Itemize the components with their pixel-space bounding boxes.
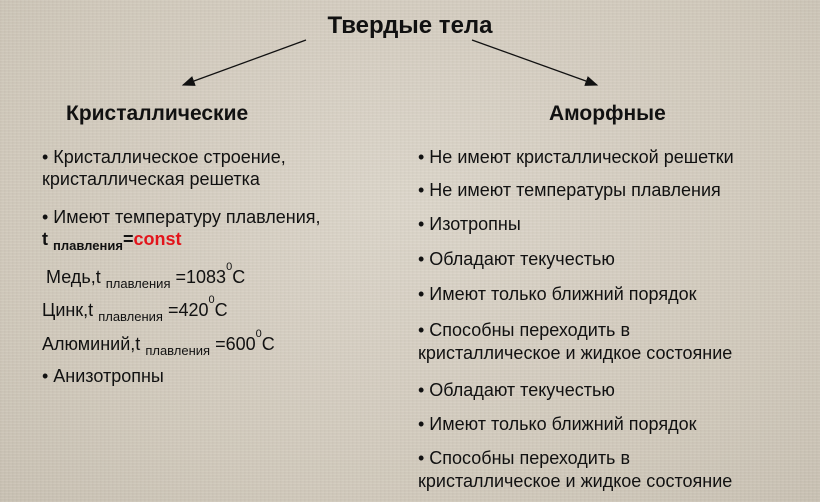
amorphous-item-cont: кристаллическое и жидкое состояние bbox=[418, 343, 733, 363]
amorphous-item: • Не имеют температуры плавления bbox=[418, 180, 721, 200]
melting-eq: = bbox=[122, 229, 134, 249]
amorphous-heading: Аморфные bbox=[549, 102, 666, 125]
aluminum-melting: Алюминий,t $_{плавления} =600^0С$ bbox=[42, 328, 275, 358]
amorphous-item-cont: кристаллическое и жидкое состояние bbox=[418, 471, 733, 491]
crystal-structure-line-2: кристаллическая решетка bbox=[42, 169, 260, 189]
melting-subscript: плавления bbox=[53, 238, 123, 253]
amorphous-item: • Способны переходить в bbox=[418, 448, 631, 468]
arrow-to-amorphous bbox=[472, 40, 597, 85]
page-title: Твердые тела bbox=[327, 12, 493, 39]
amorphous-item: • Обладают текучестью bbox=[418, 380, 615, 400]
const-value: const bbox=[133, 229, 182, 249]
amorphous-item: • Способны переходить в bbox=[418, 320, 631, 340]
anisotropic-item: • Анизотропны bbox=[42, 366, 164, 386]
zinc-melting: Цинк,t $_{плавления} =420^0С$ bbox=[42, 294, 228, 324]
melting-t: t bbox=[42, 229, 48, 249]
crystal-structure-line-1: • Кристаллическое строение, bbox=[42, 147, 286, 167]
copper-melting: Медь,t $_{плавления} =1083^0С$ bbox=[46, 261, 246, 291]
amorphous-item: • Обладают текучестью bbox=[418, 249, 615, 269]
amorphous-item: • Изотропны bbox=[418, 214, 521, 234]
amorphous-item: • Имеют только ближний порядок bbox=[418, 284, 697, 304]
crystalline-heading: Кристаллические bbox=[66, 102, 249, 125]
arrow-to-crystalline bbox=[183, 40, 306, 85]
melting-point-line-1: • Имеют температуру плавления, bbox=[42, 207, 321, 227]
melting-formula bbox=[42, 227, 181, 253]
amorphous-item: • Не имеют кристаллической решетки bbox=[418, 147, 734, 167]
amorphous-item: • Имеют только ближний порядок bbox=[418, 414, 697, 434]
